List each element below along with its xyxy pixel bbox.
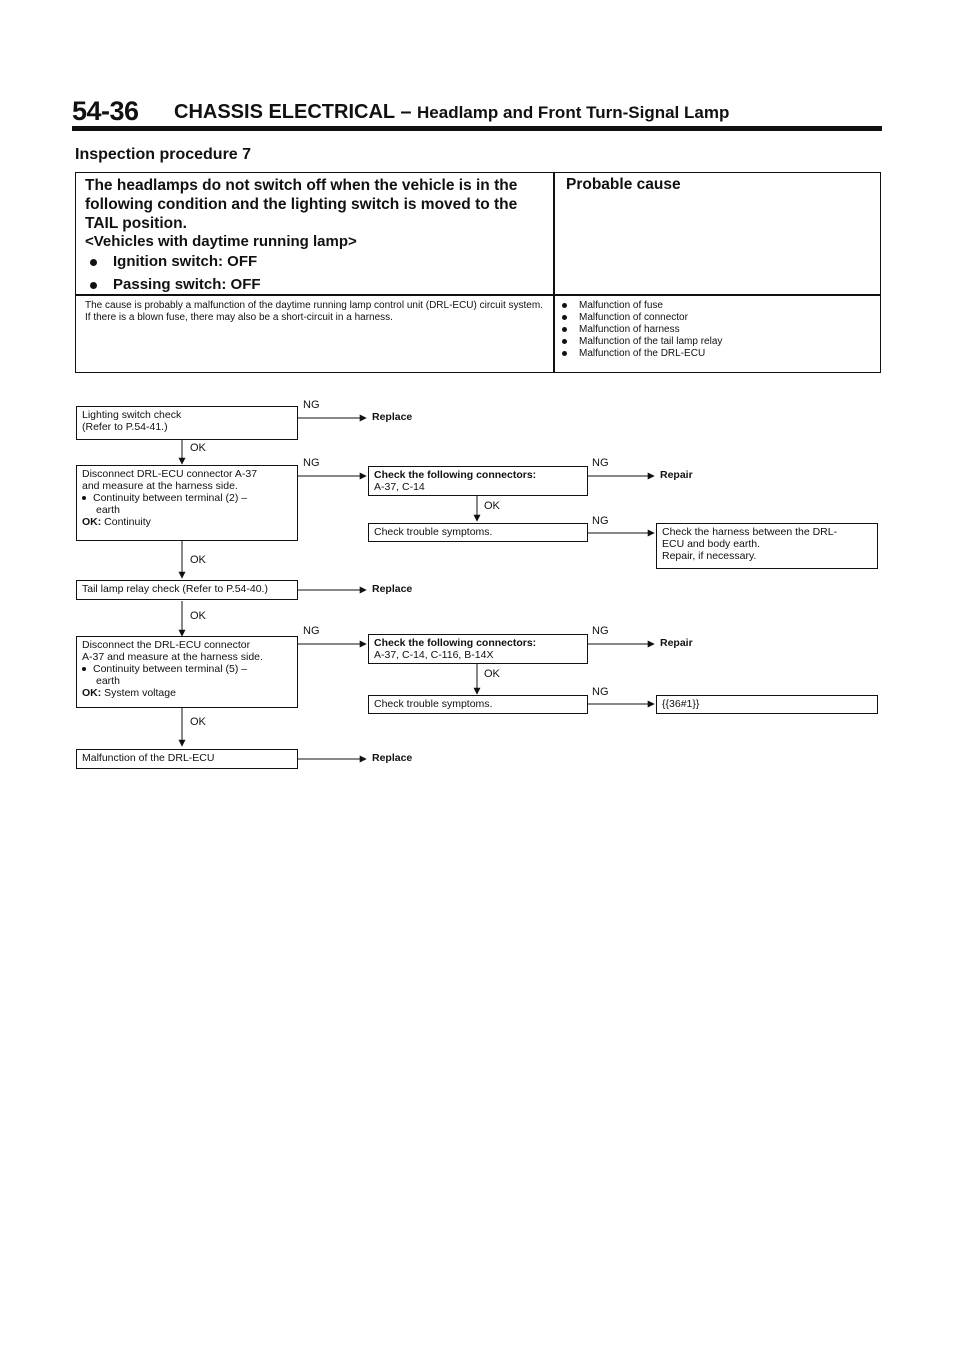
result-replace: Replace [372, 752, 413, 764]
result-replace: Replace [372, 583, 413, 595]
result-repair: Repair [660, 637, 693, 649]
ok-label: OK [190, 716, 206, 728]
step-check-connectors-2: Check the following connectors: A-37, C-14, C-116, B-14X [368, 634, 588, 664]
result-repair: Repair [660, 469, 693, 481]
list-item: Malfunction of the DRL-ECU [562, 348, 722, 360]
list-item: Malfunction of harness [562, 324, 722, 336]
bullet-icon [82, 496, 86, 500]
ng-label: NG [592, 686, 609, 698]
ng-label: NG [592, 625, 609, 637]
section-title: CHASSIS ELECTRICAL [174, 101, 395, 123]
ng-label: NG [303, 399, 320, 411]
ok-label: OK [190, 554, 206, 566]
step-lighting-switch-check: Lighting switch check (Refer to P.54-41.) [76, 406, 298, 440]
title-dash: – [400, 101, 412, 123]
condition-item: Passing switch: OFF [90, 276, 261, 293]
probable-cause-heading: Probable cause [566, 176, 681, 193]
step-check-trouble-symptoms-2: Check trouble symptoms. [368, 695, 588, 714]
procedure-title: Inspection procedure 7 [75, 146, 252, 163]
ng-label: NG [303, 625, 320, 637]
ng-label: NG [303, 457, 320, 469]
result-replace: Replace [372, 411, 413, 423]
list-item: Malfunction of fuse [562, 300, 722, 312]
page-number: 54-36 [72, 96, 139, 126]
ng-label: NG [592, 515, 609, 527]
step-check-harness-drl-ecu: Check the harness between the DRL- ECU and body earth. Repair, if necessary. [656, 523, 878, 569]
step-check-trouble-symptoms-1: Check trouble symptoms. [368, 523, 588, 542]
step-reference-placeholder: {{36#1}} [656, 695, 878, 714]
condition-item: Ignition switch: OFF [90, 253, 257, 270]
ok-label: OK [190, 442, 206, 454]
ng-label: NG [592, 457, 609, 469]
symptom-text: The headlamps do not switch off when the vehicle is in the following condition and the lighting switch is moved to the TAIL position. [85, 177, 518, 232]
ok-label: OK [190, 610, 206, 622]
list-item: Malfunction of connector [562, 312, 722, 324]
step-check-connectors-1: Check the following connectors: A-37, C-14 [368, 466, 588, 496]
step-tail-lamp-relay-check: Tail lamp relay check (Refer to P.54-40.) [76, 580, 298, 600]
cause-description: The cause is probably a malfunction of the daytime running lamp control unit (DRL-ECU) circuit system. If there is a blown fuse, there may also be a short-circuit in a harness. [85, 300, 543, 323]
subsection-title: Headlamp and Front Turn-Signal Lamp [417, 103, 730, 122]
ok-label: OK [484, 668, 500, 680]
bullet-icon [82, 667, 86, 671]
list-item: Malfunction of the tail lamp relay [562, 336, 722, 348]
step-disconnect-connector-a37: Disconnect DRL-ECU connector A-37 and measure at the harness side. Continuity between terminal (2) – earth OK: Continuity [76, 465, 298, 541]
step-disconnect-drl-ecu-connector: Disconnect the DRL-ECU connector A-37 and measure at the harness side. Continuity between terminal (5) – earth OK: System voltage [76, 636, 298, 708]
symptom-note: <Vehicles with daytime running lamp> [85, 233, 357, 250]
ok-label: OK [484, 500, 500, 512]
step-malfunction-drl-ecu: Malfunction of the DRL-ECU [76, 749, 298, 769]
